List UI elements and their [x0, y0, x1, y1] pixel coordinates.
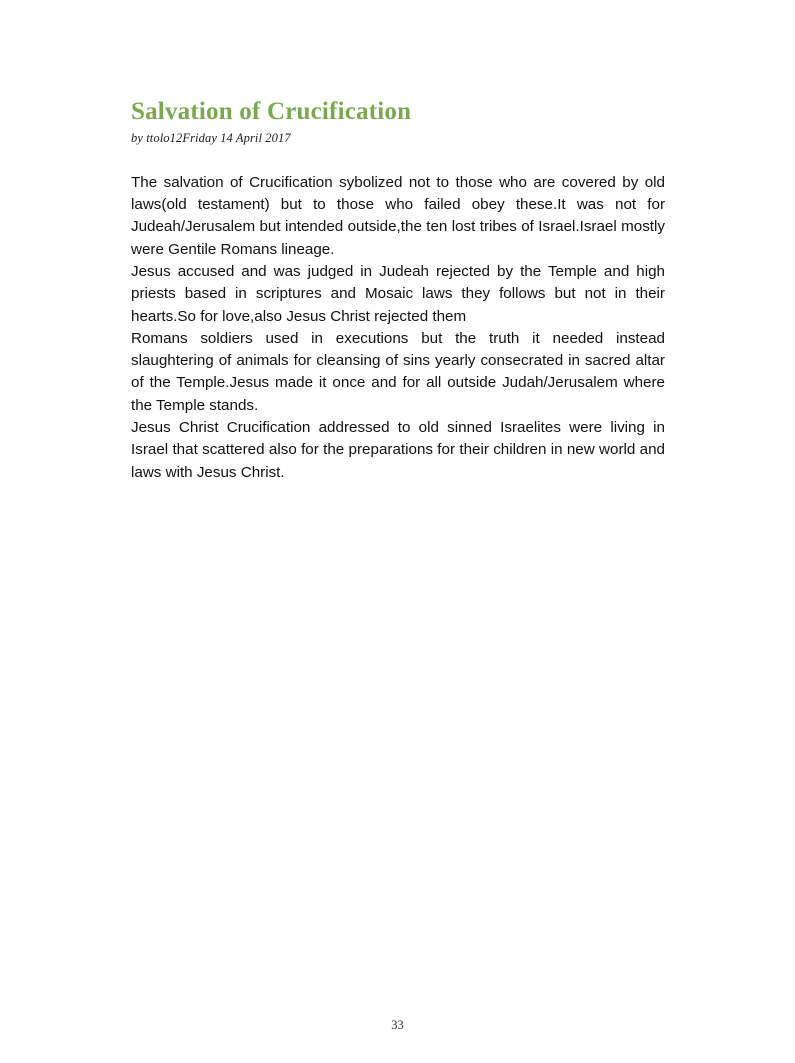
paragraph: Jesus Christ Crucification addressed to old sinned Israelites were living in Israel that scattered also for the preparations for their children in new world and laws with Jesus Christ. — [131, 419, 665, 481]
body-text — [131, 172, 665, 484]
paragraph: Romans soldiers used in executions but the truth it needed instead slaughtering of animals for cleansing of sins yearly consecrated in sacred altar of the Temple.Jesus made it once and for all outside Judah/Jerusalem where the Temple stands. — [131, 329, 665, 414]
document-content — [131, 98, 665, 484]
paragraph: The salvation of Crucification sybolized not to those who are covered by old laws(old testament) but to those who failed obey these.It was not for Judeah/Jerusalem but intended outside,the ten lost tribes of Israel.Israel mostly were Gentile Romans lineage. — [131, 173, 665, 258]
page-title: Salvation of Crucification — [131, 98, 412, 125]
paragraph: Jesus accused and was judged in Judeah rejected by the Temple and high priests based in scriptures and Mosaic laws they follows but not in their hearts.So for love,also Jesus Christ rejected them — [131, 262, 665, 325]
page-number: 33 — [391, 1018, 404, 1032]
byline: by ttolo12Friday 14 April 2017 — [131, 130, 291, 145]
